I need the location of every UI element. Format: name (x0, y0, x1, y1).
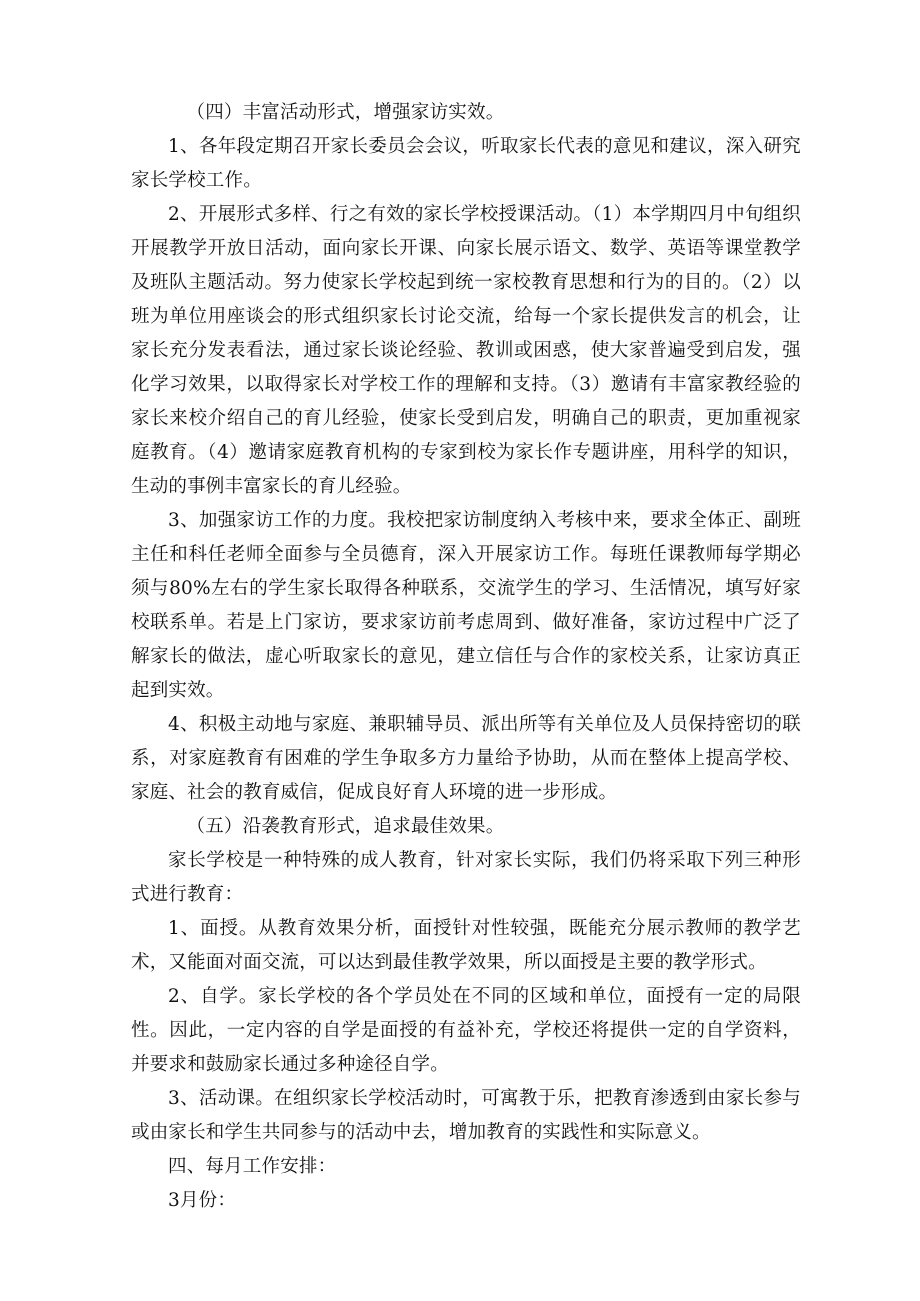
paragraph-item-2: 2、开展形式多样、行之有效的家长学校授课活动。（1）本学期四月中旬组织开展教学开放日活动，面向家长开课、向家长展示语文、数学、英语等课堂教学及班队主题活动。努力使家长学校起到统一家校教育思想和行为的目的。（2）以班为单位用座谈会的形式组织家长讨论交流，给每一个家长提供发言的机会，让家长充分发表看法，通过家长谈论经验、教训或困惑，使大家普遍受到启发，强化学习效果，以取得家长对学校工作的理解和支持。（3）邀请有丰富家教经验的家长来校介绍自己的育儿经验，使家长受到启发，明确自己的职责，更加重视家庭教育。（4）邀请家庭教育机构的专家到校为家长作专题讲座，用科学的知识，生动的事例丰富家长的育儿经验。 (131, 204, 801, 497)
section-heading-four: （四）丰富活动形式，增强家访实效。 (186, 102, 505, 123)
month-label-march: 3月份： (168, 1190, 237, 1211)
section-heading-monthly: 四、每月工作安排： (168, 1156, 337, 1177)
paragraph-face-teaching: 1、面授。从教育效果分析，面授针对性较强，既能充分展示教师的教学艺术，又能面对面交流，可以达到最佳教学效果，所以面授是主要的教学形式。 (131, 918, 801, 973)
paragraph-activity-class: 3、活动课。在组织家长学校活动时，可寓教于乐，把教育渗透到由家长参与或由家长和学生共同参与的活动中去，增加教育的实践性和实际意义。 (131, 1088, 801, 1143)
paragraph-self-study: 2、自学。家长学校的各个学员处在不同的区域和单位，面授有一定的局限性。因此，一定内容的自学是面授的有益补充，学校还将提供一定的自学资料，并要求和鼓励家长通过多种途径自学。 (131, 986, 801, 1075)
paragraph-intro: 家长学校是一种特殊的成人教育，针对家长实际，我们仍将采取下列三种形式进行教育： (131, 850, 801, 905)
paragraph-item-4: 4、积极主动地与家庭、兼职辅导员、派出所等有关单位及人员保持密切的联系，对家庭教育有困难的学生争取多方力量给予协助，从而在整体上提高学校、家庭、社会的教育威信，促成良好育人环境的进一步形成。 (131, 714, 801, 803)
section-heading-five: （五）沿袭教育形式，追求最佳效果。 (186, 816, 505, 837)
document-body (131, 96, 801, 1218)
paragraph-item-1: 1、各年段定期召开家长委员会会议，听取家长代表的意见和建议，深入研究家长学校工作。 (131, 136, 801, 191)
paragraph-item-3: 3、加强家访工作的力度。我校把家访制度纳入考核中来，要求全体正、副班主任和科任老师全面参与全员德育，深入开展家访工作。每班任课教师每学期必须与80%左右的学生家长取得各种联系，交流学生的学习、生活情况，填写好家校联系单。若是上门家访，要求家访前考虑周到、做好准备，家访过程中广泛了解家长的做法，虚心听取家长的意见，建立信任与合作的家校关系，让家访真正起到实效。 (131, 510, 801, 701)
